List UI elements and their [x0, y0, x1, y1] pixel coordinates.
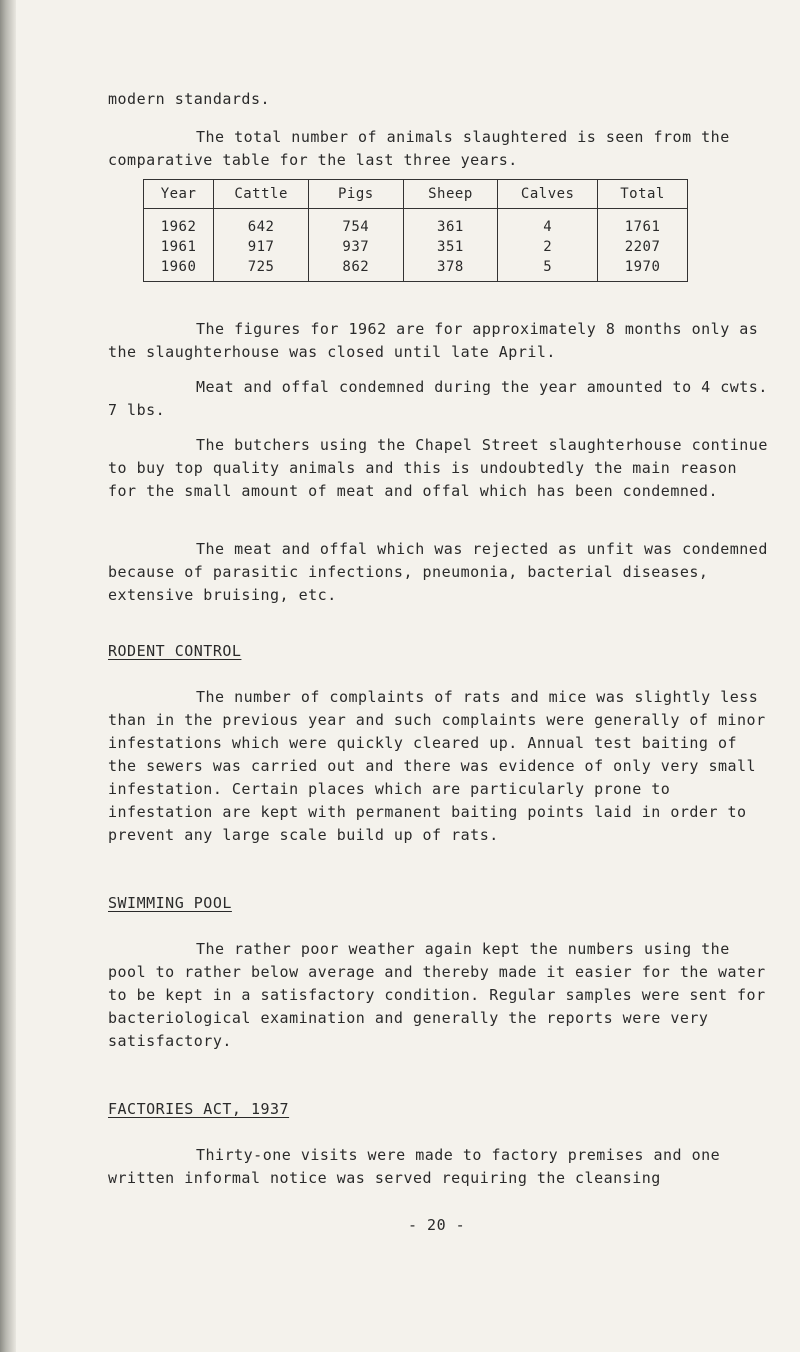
table-cell: 1970 — [598, 257, 688, 282]
table-cell: 2 — [498, 237, 598, 257]
intro-fragment: modern standards. — [108, 90, 271, 108]
table-row — [144, 209, 688, 238]
table-header-row — [144, 180, 688, 209]
column-header-calves: Calves — [498, 180, 598, 209]
table-cell: 642 — [214, 209, 309, 238]
slaughter-comparison-table — [143, 179, 688, 282]
table-cell: 1962 — [144, 209, 214, 238]
table-cell: 937 — [309, 237, 404, 257]
paragraph-figures-1962: The figures for 1962 are for approximately 8 months only as the slaughterhouse was closed until late April. — [108, 320, 759, 361]
heading-swimming-pool: SWIMMING POOL — [108, 894, 232, 912]
table-cell: 5 — [498, 257, 598, 282]
table-cell: 917 — [214, 237, 309, 257]
paragraph-factories-act: Thirty-one visits were made to factory premises and one written informal notice was served requiring the cleansing — [108, 1146, 721, 1187]
table-row — [144, 257, 688, 282]
paragraph-rejected-meat: The meat and offal which was rejected as unfit was condemned because of parasitic infections, pneumonia, bacterial diseases, extensive bruising, etc. — [108, 540, 768, 604]
table-cell: 862 — [309, 257, 404, 282]
table-cell: 2207 — [598, 237, 688, 257]
paragraph-butchers: The butchers using the Chapel Street slaughterhouse continue to buy top quality animals and this is undoubtedly the main reason for the small amount of meat and offal which has been condemned. — [108, 436, 768, 500]
heading-rodent-control: RODENT CONTROL — [108, 642, 242, 660]
table-cell: 1961 — [144, 237, 214, 257]
table-cell: 1960 — [144, 257, 214, 282]
page-number: - 20 - — [408, 1216, 466, 1234]
heading-factories-act: FACTORIES ACT, 1937 — [108, 1100, 290, 1118]
table-cell: 1761 — [598, 209, 688, 238]
column-header-pigs: Pigs — [309, 180, 404, 209]
table-cell: 361 — [403, 209, 498, 238]
table-cell: 351 — [403, 237, 498, 257]
table-intro: The total number of animals slaughtered is seen from the comparative table for the last three years. — [108, 128, 730, 169]
column-header-total: Total — [598, 180, 688, 209]
table-row — [144, 237, 688, 257]
column-header-year: Year — [144, 180, 214, 209]
table-cell: 754 — [309, 209, 404, 238]
table-cell: 4 — [498, 209, 598, 238]
column-header-sheep: Sheep — [403, 180, 498, 209]
paragraph-condemned-amount: Meat and offal condemned during the year amounted to 4 cwts. 7 lbs. — [108, 378, 768, 419]
table-cell: 725 — [214, 257, 309, 282]
paragraph-rodent-control: The number of complaints of rats and mice was slightly less than in the previous year and such complaints were generally of minor infestations which were quickly cleared up. Annual test baiting of the sewers was carried out and there was evidence of only very small infestation. Certain places which are particularly prone to infestation are kept with permanent baiting points laid in order to prevent any large scale build up of rats. — [108, 688, 766, 844]
paragraph-swimming-pool: The rather poor weather again kept the numbers using the pool to rather below average and thereby made it easier for the water to be kept in a satisfactory condition. Regular samples were sent for bacteriological examination and generally the reports were very satisfactory. — [108, 940, 766, 1050]
column-header-cattle: Cattle — [214, 180, 309, 209]
table-cell: 378 — [403, 257, 498, 282]
scan-edge-shadow — [0, 0, 16, 1352]
